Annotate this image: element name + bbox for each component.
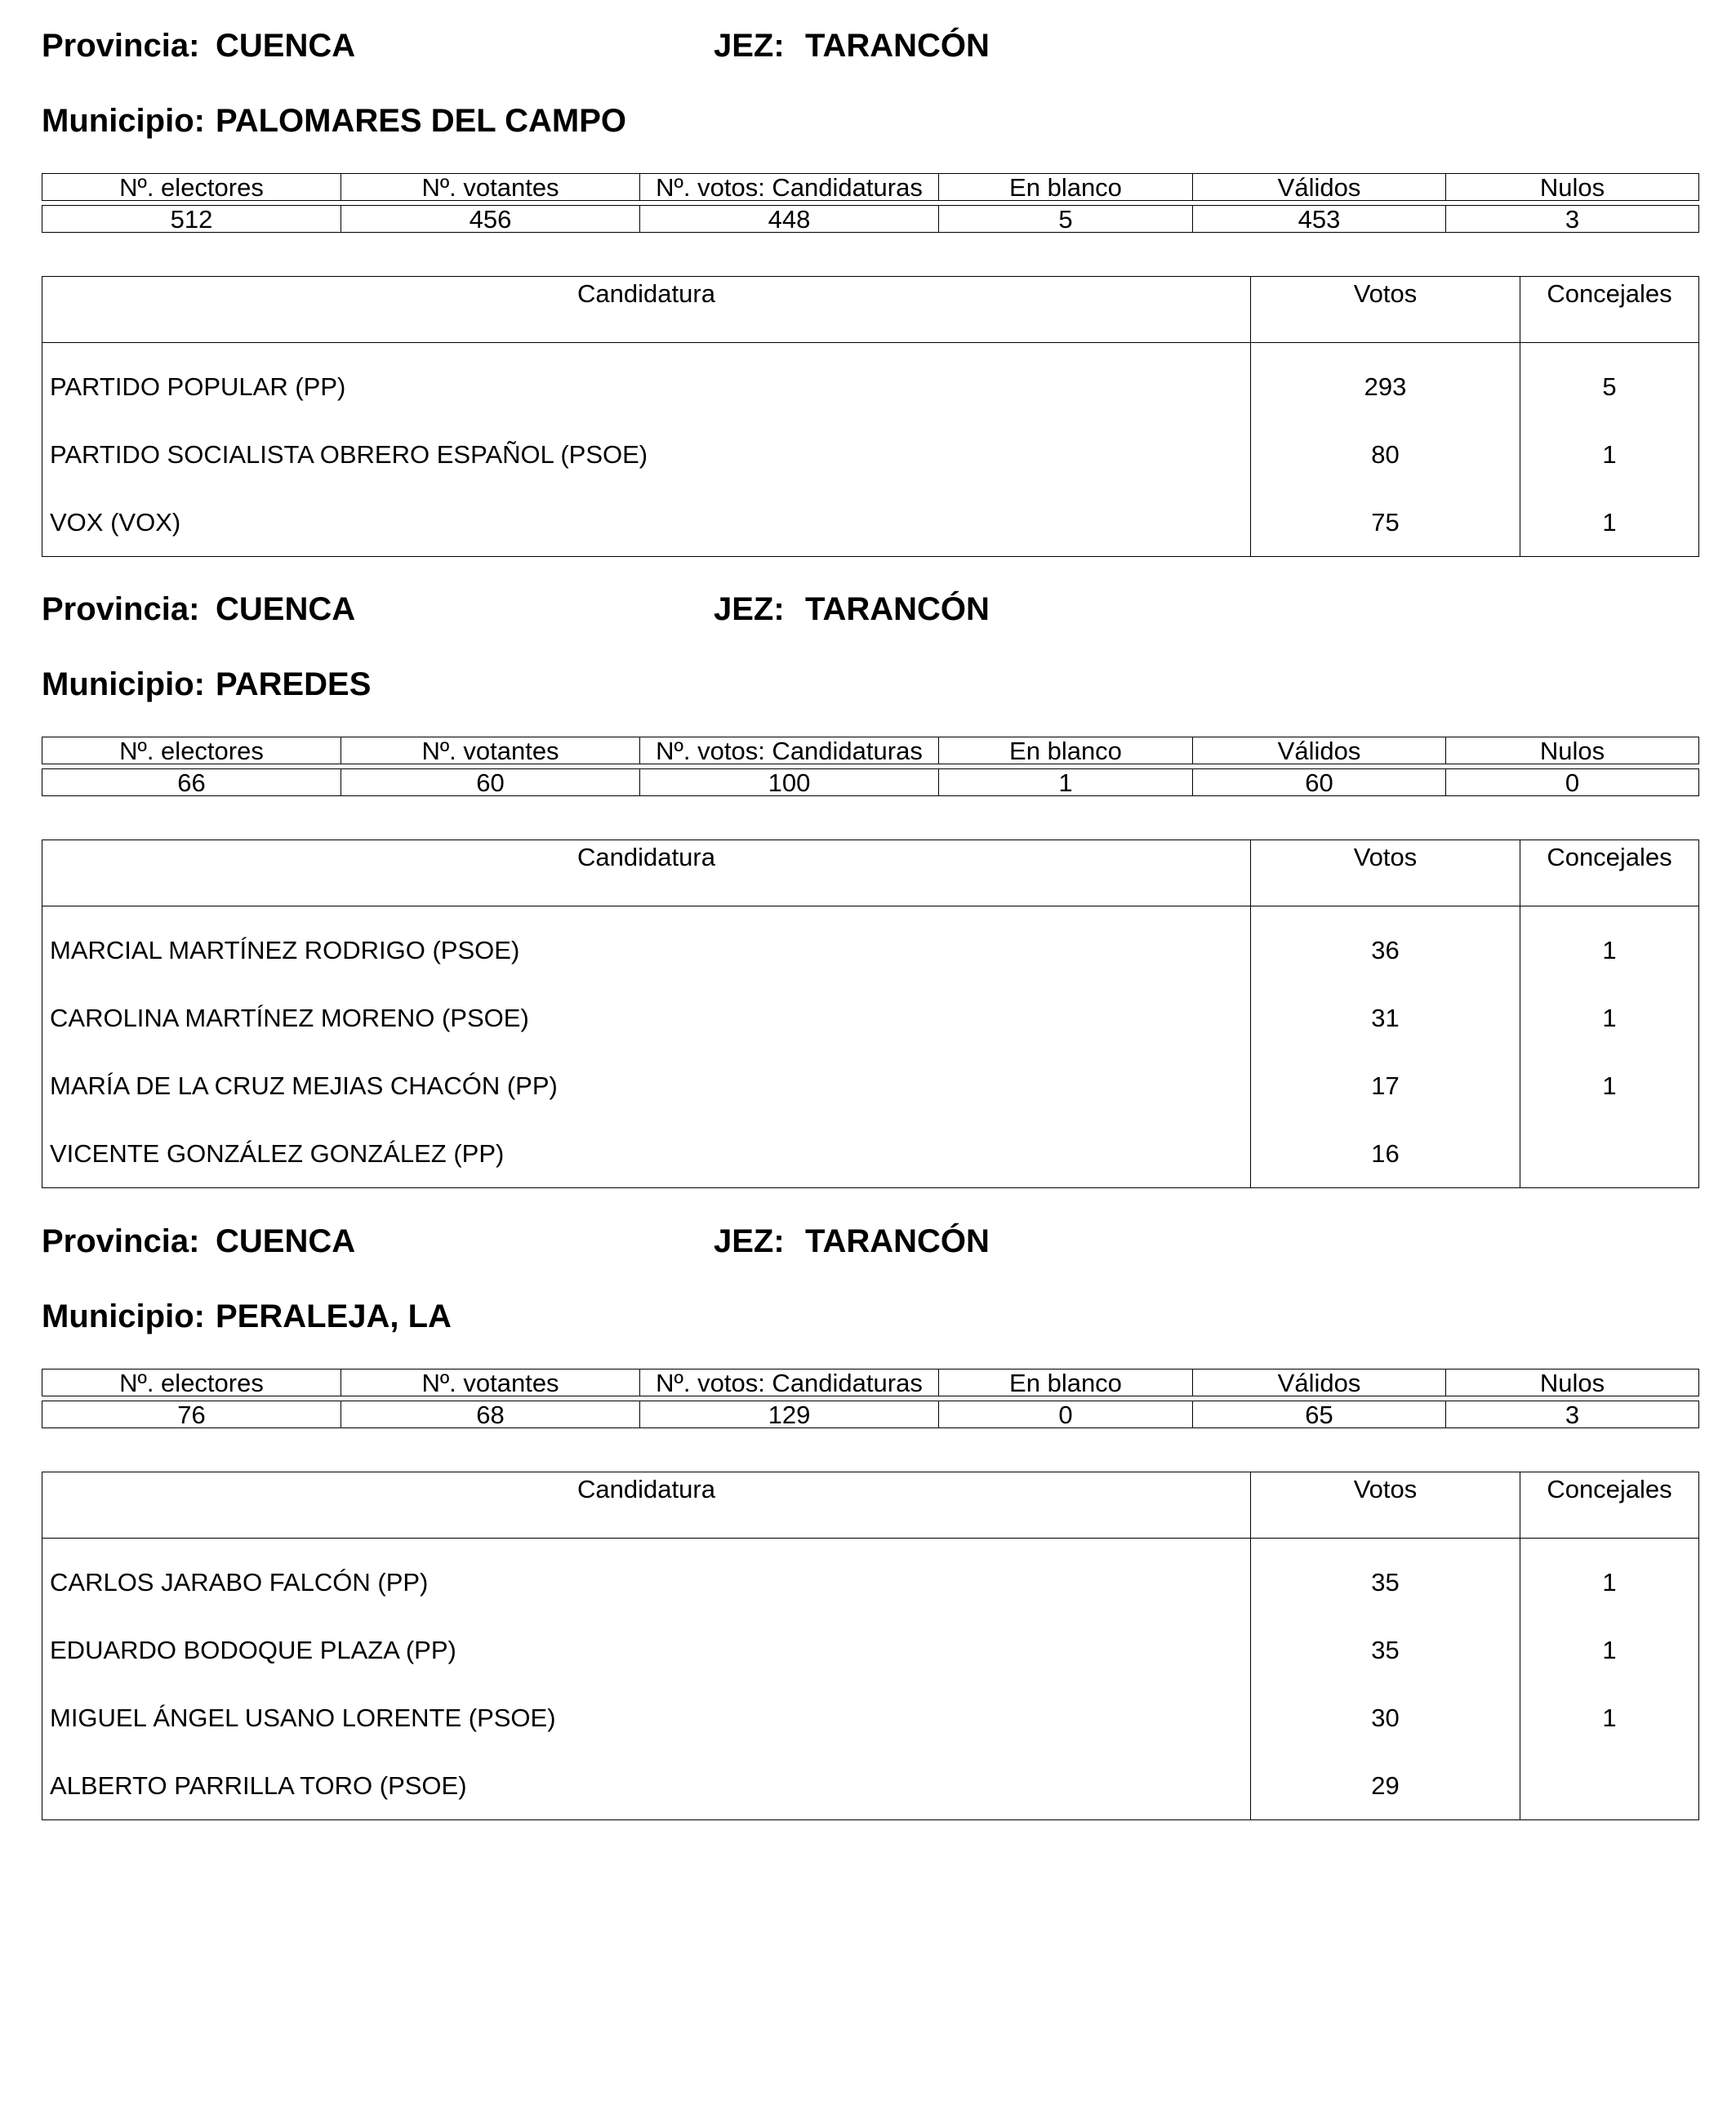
jez-label: JEZ:: [714, 28, 785, 64]
summary-value: 60: [1193, 769, 1446, 796]
candidate-concejales: 1: [1520, 1052, 1699, 1120]
summary-header: Nº. votantes: [341, 737, 640, 764]
provincia-label: Provincia:: [42, 1223, 200, 1259]
candidate-concejales: 1: [1520, 1616, 1699, 1684]
candidatura-header-row: [42, 840, 1699, 906]
jez-label: JEZ:: [714, 591, 785, 627]
votos-header: Votos: [1251, 1472, 1520, 1539]
municipio-label: Municipio:: [42, 666, 205, 702]
summary-header: En blanco: [939, 174, 1193, 201]
candidate-votos: 17: [1251, 1052, 1520, 1120]
candidatura-header: Candidatura: [42, 277, 1251, 343]
candidate-votos: 16: [1251, 1120, 1520, 1188]
summary-table: [42, 1369, 1699, 1428]
candidate-concejales: 1: [1520, 1539, 1699, 1617]
provincia-label: Provincia:: [42, 591, 200, 627]
candidate-name: VOX (VOX): [50, 508, 181, 537]
summary-value: 66: [42, 769, 341, 796]
summary-value: 68: [341, 1401, 640, 1428]
candidate-row: [42, 488, 1699, 557]
municipio-label: Municipio:: [42, 103, 205, 139]
candidate-name: VICENTE GONZÁLEZ GONZÁLEZ (PP): [50, 1139, 505, 1168]
summary-header: Nº. votos: Candidaturas: [640, 737, 939, 764]
summary-header: Nulos: [1446, 174, 1699, 201]
candidate-concejales: 5: [1520, 343, 1699, 421]
candidate-votos: 293: [1251, 343, 1520, 421]
summary-value: 0: [1446, 769, 1699, 796]
provincia-value: CUENCA: [216, 1223, 356, 1259]
jez-value: TARANCÓN: [805, 591, 990, 627]
concejales-header: Concejales: [1520, 840, 1699, 906]
summary-table: [42, 737, 1699, 796]
summary-value: 1: [939, 769, 1193, 796]
concejales-header: Concejales: [1520, 277, 1699, 343]
candidate-row: [42, 1684, 1699, 1752]
summary-value-row: [42, 206, 1699, 233]
candidate-name: PARTIDO SOCIALISTA OBRERO ESPAÑOL (PSOE): [50, 440, 648, 469]
candidatura-header: Candidatura: [42, 840, 1251, 906]
candidate-votos: 35: [1251, 1616, 1520, 1684]
candidate-concejales: 1: [1520, 488, 1699, 557]
candidate-concejales: 1: [1520, 906, 1699, 985]
summary-header: Nº. votos: Candidaturas: [640, 174, 939, 201]
candidate-row: [42, 906, 1699, 985]
candidate-row: [42, 1539, 1699, 1617]
candidate-concejales: [1520, 1752, 1699, 1820]
summary-header: Nulos: [1446, 737, 1699, 764]
summary-header: Válidos: [1193, 1370, 1446, 1396]
jez-value: TARANCÓN: [805, 1223, 990, 1259]
summary-value: 100: [640, 769, 939, 796]
candidate-name: MARÍA DE LA CRUZ MEJIAS CHACÓN (PP): [50, 1071, 558, 1100]
candidatura-header: Candidatura: [42, 1472, 1251, 1539]
candidate-votos: 75: [1251, 488, 1520, 557]
summary-header: Nº. votos: Candidaturas: [640, 1370, 939, 1396]
candidate-concejales: 1: [1520, 1684, 1699, 1752]
summary-header: En blanco: [939, 737, 1193, 764]
concejales-header: Concejales: [1520, 1472, 1699, 1539]
summary-header: Nº. votantes: [341, 174, 640, 201]
candidate-row: [42, 421, 1699, 488]
summary-value: 456: [341, 206, 640, 233]
summary-header: Válidos: [1193, 737, 1446, 764]
candidate-concejales: 1: [1520, 984, 1699, 1052]
votos-header: Votos: [1251, 277, 1520, 343]
summary-value: 5: [939, 206, 1193, 233]
summary-header: Válidos: [1193, 174, 1446, 201]
candidate-concejales: 1: [1520, 421, 1699, 488]
candidate-name: EDUARDO BODOQUE PLAZA (PP): [50, 1636, 456, 1664]
candidate-name: MARCIAL MARTÍNEZ RODRIGO (PSOE): [50, 936, 520, 964]
summary-header: En blanco: [939, 1370, 1193, 1396]
summary-value-row: [42, 769, 1699, 796]
summary-value: 60: [341, 769, 640, 796]
summary-header: Nulos: [1446, 1370, 1699, 1396]
summary-header-row: [42, 737, 1699, 764]
candidate-row: [42, 1752, 1699, 1820]
provincia-value: CUENCA: [216, 591, 356, 627]
candidate-concejales: [1520, 1120, 1699, 1188]
candidate-name: CAROLINA MARTÍNEZ MORENO (PSOE): [50, 1004, 529, 1032]
summary-value: 0: [939, 1401, 1193, 1428]
candidate-name: PARTIDO POPULAR (PP): [50, 372, 346, 401]
candidatura-header-row: [42, 277, 1699, 343]
candidatura-table: [42, 840, 1699, 1188]
candidate-row: [42, 1052, 1699, 1120]
candidate-row: [42, 1616, 1699, 1684]
candidate-name: CARLOS JARABO FALCÓN (PP): [50, 1568, 429, 1597]
candidate-votos: 35: [1251, 1539, 1520, 1617]
summary-header-row: [42, 1370, 1699, 1396]
municipio-label: Municipio:: [42, 1298, 205, 1334]
candidate-row: [42, 1120, 1699, 1188]
candidatura-table: [42, 276, 1699, 557]
municipio-value: PAREDES: [216, 666, 372, 702]
summary-header: Nº. electores: [42, 737, 341, 764]
votos-header: Votos: [1251, 840, 1520, 906]
summary-header-row: [42, 174, 1699, 201]
municipio-value: PALOMARES DEL CAMPO: [216, 103, 626, 139]
provincia-value: CUENCA: [216, 28, 356, 64]
candidatura-table: [42, 1472, 1699, 1820]
candidate-row: [42, 343, 1699, 421]
candidate-votos: 29: [1251, 1752, 1520, 1820]
candidate-votos: 31: [1251, 984, 1520, 1052]
summary-header: Nº. votantes: [341, 1370, 640, 1396]
candidate-name: MIGUEL ÁNGEL USANO LORENTE (PSOE): [50, 1704, 556, 1732]
municipio-value: PERALEJA, LA: [216, 1298, 452, 1334]
summary-value: 65: [1193, 1401, 1446, 1428]
candidatura-header-row: [42, 1472, 1699, 1539]
summary-header: Nº. electores: [42, 1370, 341, 1396]
candidate-votos: 80: [1251, 421, 1520, 488]
candidate-votos: 36: [1251, 906, 1520, 985]
summary-value: 3: [1446, 1401, 1699, 1428]
candidate-name: ALBERTO PARRILLA TORO (PSOE): [50, 1771, 467, 1800]
jez-value: TARANCÓN: [805, 28, 990, 64]
provincia-label: Provincia:: [42, 28, 200, 64]
summary-value: 448: [640, 206, 939, 233]
summary-value-row: [42, 1401, 1699, 1428]
summary-value: 129: [640, 1401, 939, 1428]
candidate-row: [42, 984, 1699, 1052]
candidate-votos: 30: [1251, 1684, 1520, 1752]
summary-value: 76: [42, 1401, 341, 1428]
summary-value: 3: [1446, 206, 1699, 233]
summary-header: Nº. electores: [42, 174, 341, 201]
summary-table: [42, 173, 1699, 233]
jez-label: JEZ:: [714, 1223, 785, 1259]
summary-value: 453: [1193, 206, 1446, 233]
summary-value: 512: [42, 206, 341, 233]
